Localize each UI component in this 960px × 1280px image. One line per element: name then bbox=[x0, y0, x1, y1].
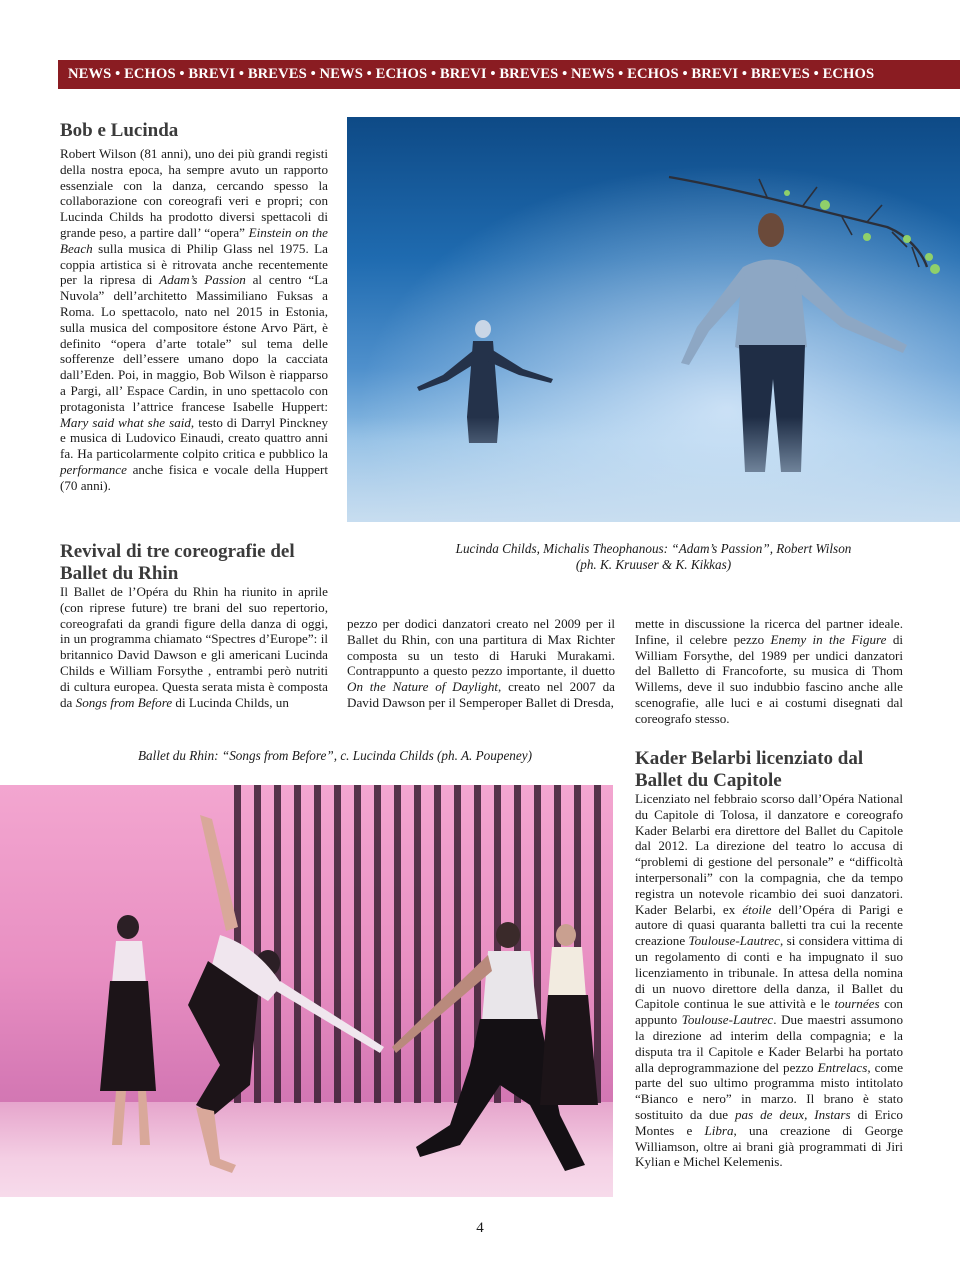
photo-adams-passion bbox=[347, 117, 960, 522]
caption-adams-passion: Lucinda Childs, Michalis Theophanous: “Adam’s Passion”, Robert Wilson (ph. K. Kruuser & K. Kikkas) bbox=[455, 541, 852, 572]
article-title-bob-e-lucinda: Bob e Lucinda bbox=[60, 120, 179, 141]
photo-adams-passion-illustration bbox=[347, 117, 960, 522]
caption-songs-from-before: Ballet du Rhin: “Songs from Before”, c. Lucinda Childs (ph. A. Poupeney) bbox=[138, 748, 532, 763]
article-body-bob-e-lucinda: Robert Wilson (81 anni), uno dei più grandi registi della nostra epoca, ha sempre avuto un rapporto essenziale con la danza, cercando spesso la collaborazione con coreografi veri e propri; con Lucinda Childs ha prodotto diversi spettacoli di grande peso, a partire dall’ “opera” Einstein on the Beach sulla musica di Philip Glass nel 1975. La coppia artistica si è ritrovata anche recentemente per la ripresa di Adam’s Passion al centro “La Nuvola” dell’architetto Massimiliano Fuksas a Roma. Lo spettacolo, nato nel 2015 in Estonia, sulla musica del compositore éstone Arvo Pärt, è definito “opera d’arte totale” sul tema delle sofferenze dell’essere umano dopo la cacciata dall’Eden. Poi, in maggio, Bob Wilson è riapparso a Pargi, all’ Espace Cardin, in uno spettacolo con protagonista l’attrice francese Isabelle Huppert: Mary said what she said, testo di Darryl Pinckney e musica di Ludovico Einaudi, creato quattro anni fa. Ha particolarmente colpito critica e pubblico la performance anche fisica e vocale della Huppert (70 anni). bbox=[60, 146, 328, 493]
article-body-revival-col3: mette in discussione la ricerca del partner ideale. Infine, il celebre pezzo Enemy in the Figure di William Forsythe, del 1989 per undici danzatori del Balletto di Francoforte, su musica di Thom Willems, deve il suo indubbio fascino anche alle scenografie, alle luci e ai costumi disegnati dal coreografo stesso. bbox=[635, 616, 903, 726]
article-body-kader-belarbi: Licenziato nel febbraio scorso dall’Opéra National du Capitole di Tolosa, il danzatore e coreografo Kader Belarbi era direttore del Ballet du Capitole dal 2012. La direzione del teatro lo accusa di “problemi di gestione del personale” e “difficoltà interpersonali” con la compagnia, che da tempo registra un notevole ricambio dei suoi danzatori. Kader Belarbi, ex étoile dell’Opéra di Parigi e autore di quasi quaranta balletti tra cui la recente creazione Toulouse-Lautrec, si considera vittima di un regolamento di conti e ha impugnato il suo licenziamento in tribunale. In attesa della nomina di un nuovo direttore della danza, il Ballet du Capitole continua le sue attività e le tournées con appunto Toulouse-Lautrec. Due maestri assumono la direzione ad interim della compagnia; e la disputa tra il Capitole e Kader Belarbi ha portato alla deprogrammazione del pezzo Entrelacs, come parte del suo ultimo programma misto intitolato “Bianco e nero” in marzo. Il brano è stato sostituito da due pas de deux, Instars di Erico Montes e Libra, una creazione di George Williamson, oltre ai brani già programmati di Jiri Kylian e Michel Kelemenis. bbox=[635, 791, 904, 1170]
article-body-revival-col2: pezzo per dodici danzatori creato nel 2009 per il Ballet du Rhin, con una partitura di Max Richter composta su un testo di Haruki Murakami. Contrappunto a questo pezzo importante, il duetto On the Nature of Daylight, creato nel 2007 da David Dawson per il Semperoper Ballet di Dresda, bbox=[347, 616, 615, 710]
article-title-kader-belarbi: Kader Belarbi licenziato dal Ballet du Capitole bbox=[635, 748, 864, 791]
banner-text: NEWS • ECHOS • BREVI • BREVES • NEWS • ECHOS • BREVI • BREVES • NEWS • ECHOS • BREVI • BREVES • ECHOS bbox=[68, 66, 875, 82]
section-banner bbox=[58, 60, 960, 89]
article-body-revival-col1: Il Ballet de l’Opéra du Rhin ha riunito in aprile (con riprese future) tre brani del suo repertorio, coreografati da grandi figure della danza di oggi, in un programma chiamato “Spectres d’Europe”: il britannico David Dawson e gli americani Lucinda Childs e William Forsythe , entrambi però nutriti di cultura europea. Questa serata mista è composta da Songs from Before di Lucinda Childs, un bbox=[60, 584, 328, 710]
page-number: 4 bbox=[476, 1220, 484, 1236]
dancers-illustration bbox=[0, 785, 613, 1197]
article-title-revival-ballet-du-rhin: Revival di tre coreografie del Ballet du Rhin bbox=[60, 541, 295, 584]
photo-songs-from-before bbox=[0, 785, 613, 1197]
